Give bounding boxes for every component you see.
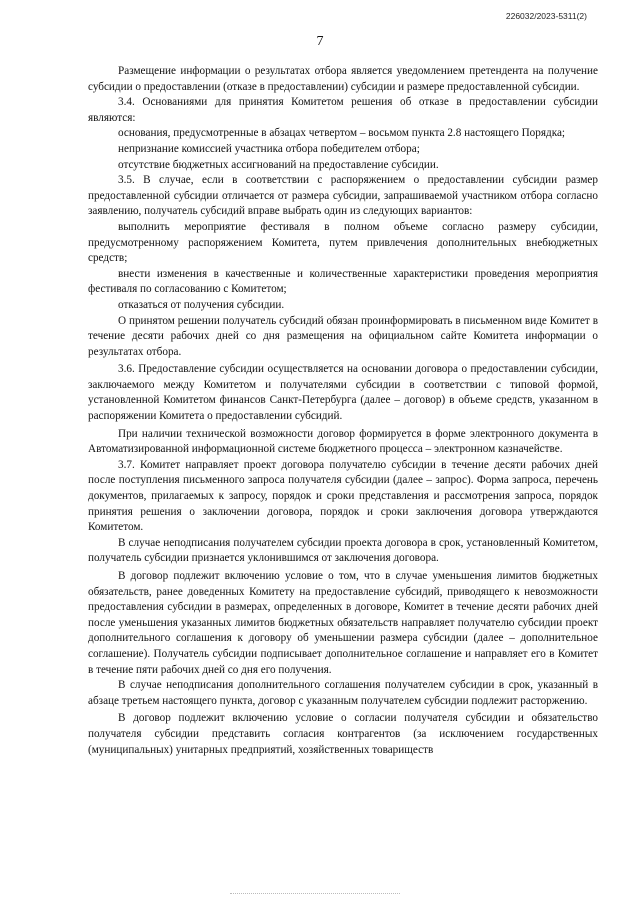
option-refuse: отказаться от получения субсидии. — [118, 298, 285, 311]
bottom-divider — [230, 893, 400, 894]
option-full-scope: выполнить мероприятие фестиваля в полном объеме согласно размеру субсидии, предусмотренному распоряжением Комитета, путем привлечения дополнительных внебюджетных средств; — [88, 220, 598, 265]
list-item-no-funds: отсутствие бюджетных ассигнований на предоставление субсидии. — [118, 158, 439, 171]
paragraph-3-7: 3.7. Комитет направляет проект договора получателю субсидии в течение десяти рабочих дней после поступления письменного запроса получателя субсидии (далее – запрос). Форма запроса, перечень документов, прилагаемых к запросу, порядок и сроки представления и рассмотрения запроса, порядок принятия решения о заключении договора, порядок и сроки заключения договора утверждаются Комитетом. — [88, 458, 598, 534]
paragraph-limits-reduction: В договор подлежит включению условие о том, что в случае уменьшения лимитов бюджетных обязательств, ранее доведенных Комитету на предоставление субсидий, приводящего к невозможности предоставления субсидии в размерах, определенных в договоре, Комитет в течение десяти рабочих дней после уменьшения указанных лимитов бюджетных обязательств направляет получателю субсидии проект дополнительного соглашения к договору об уменьшении размера субсидии (далее – дополнительное соглашение). Получатель субсидии подписывает дополнительное соглашение и направляет его в Комитет в течение пяти рабочих дней со дня его получения. — [88, 570, 598, 676]
document-body — [88, 64, 598, 758]
page-number: 7 — [316, 34, 324, 49]
list-item-not-winner: непризнание комиссией участника отбора победителем отбора; — [118, 142, 420, 155]
paragraph-unsigned-amendment: В случае неподписания дополнительного соглашения получателем субсидии в срок, указанный в абзаце третьем настоящего пункта, договор с указанным получателем субсидии подлежит расторжению. — [88, 679, 598, 707]
document-id: 226032/2023-5311(2) — [505, 11, 587, 21]
paragraph-3-4: 3.4. Основаниями для принятия Комитетом решения об отказе в предоставлении субсидии являются: — [88, 96, 598, 124]
paragraph-electronic-document: При наличии технической возможности договор формируется в форме электронного документа в Автоматизированной информационной системе бюджетного процесса – электронном казначействе. — [88, 427, 598, 456]
option-change-characteristics: внести изменения в качественные и количественные характеристики проведения мероприятия фестиваля по согласованию с Комитетом; — [88, 267, 598, 296]
paragraph-3-5: 3.5. В случае, если в соответствии с распоряжением о предоставлении субсидии размер предоставленной субсидии отличается от размера субсидии, запрашиваемой участником отбора согласно заявлению, получатель субсидий вправе выбрать один из следующих вариантов: — [88, 174, 598, 218]
paragraph-consent-condition: В договор подлежит включению условие о согласии получателя субсидии и обязательство получателя субсидии представить согласия контрагентов (за исключением государственных (муниципальных) унитарных предприятий, хозяйственных товариществ — [88, 712, 598, 756]
list-item-grounds: основания, предусмотренные в абзацах четвертом – восьмом пункта 2.8 настоящего Порядка; — [118, 127, 566, 140]
paragraph-results-info: Размещение информации о результатах отбора является уведомлением претендента на получение субсидии о предоставлении (отказе в предоставлении) субсидии и размере предоставленной субсидии. — [88, 65, 598, 93]
paragraph-notify-decision: О принятом решении получатель субсидий обязан проинформировать в письменном виде Комитет в течение десяти рабочих дней со дня размещения на официальном сайте Комитета информации о результатах отбора. — [88, 314, 598, 358]
paragraph-unsigned-contract: В случае неподписания получателем субсидии проекта договора в срок, установленный Комитетом, получатель субсидии признается уклонившимся от заключения договора. — [88, 536, 598, 565]
paragraph-3-6: 3.6. Предоставление субсидии осуществляется на основании договора о предоставлении субсидии, заключаемого между Комитетом и получателями субсидии в соответствии с типовой формой, установленной Комитетом финансов Санкт-Петербурга (далее – договор) в объеме средств, указанном в распоряжении Комитета о предоставлении субсидий. — [88, 363, 598, 423]
